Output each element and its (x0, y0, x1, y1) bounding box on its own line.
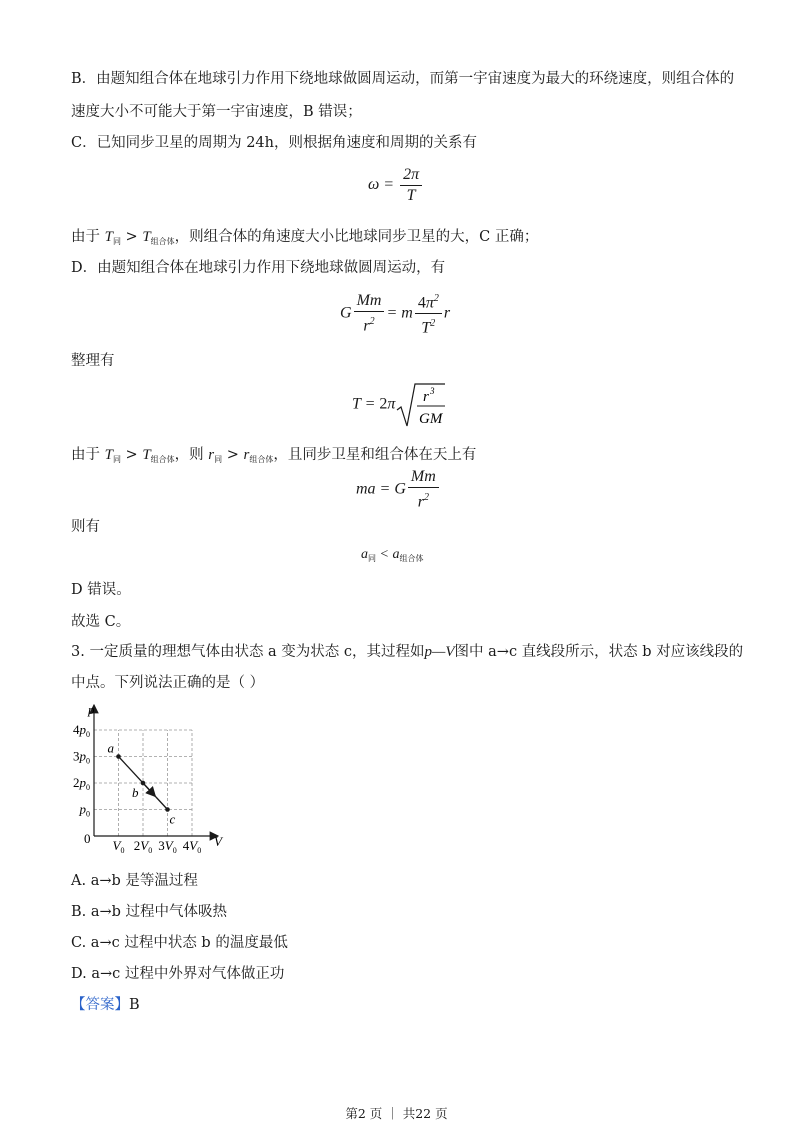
answer-value: B (129, 997, 140, 1013)
state-label-a: a (107, 740, 114, 756)
state-label-c: c (169, 811, 176, 827)
text-b-line1: B．由题知组合体在地球引力作用下绕地球做圆周运动，而第一宇宙速度为最大的环绕速度，则组合体的 (71, 71, 735, 87)
sqrt-symbol (395, 380, 447, 430)
state-point-a (116, 754, 121, 759)
text-c-line: C．已知同步卫星的周期为 24h，则根据角速度和周期的关系有 (71, 135, 477, 151)
state-label-b: b (132, 785, 139, 800)
svg-text:GM: GM (419, 411, 443, 427)
origin-label: 0 (84, 831, 91, 846)
text-d-conclusion: 由于 $T_同 > T_{组合体}$，则 $r_同 > r_{组合体}$，且同步卫星和组合体在天上有 (71, 447, 477, 464)
option-b: B. a→b 过程中气体吸热 (71, 904, 228, 920)
question-3-line1: 3. 一定质量的理想气体由状态 a 变为状态 c，其过程如p—V图中 a→c 直线段所示，状态 b 对应该线段的 (71, 644, 744, 660)
y-tick-label: $4p_0$ (73, 722, 90, 739)
text-d-line: D．由题知组合体在地球引力作用下绕地球做圆周运动，有 (71, 260, 446, 276)
page-footer: 第2 页 ｜ 共22 页 (345, 1106, 448, 1121)
option-a: A. a→b 是等温过程 (71, 873, 198, 889)
option-d: D. a→c 过程中外界对气体做正功 (71, 966, 285, 982)
x-tick-label: $3V_0$ (158, 838, 177, 855)
equation-ma: ma = G $\frac{Mm}{r^2}$ (356, 467, 441, 512)
state-point-b (141, 781, 146, 786)
text-c-conclusion: 由于 $T_同 > T_{组合体}$，则组合体的角速度大小比地球同步卫星的大，C 正确； (71, 229, 539, 246)
option-c: C. a→c 过程中状态 b 的温度最低 (71, 935, 288, 951)
y-axis-label: p (88, 702, 95, 717)
process-line (143, 783, 168, 810)
y-tick-label: $3p_0$ (73, 748, 90, 766)
equation-acceleration: $a_同 < a_{组合体}$ (361, 547, 424, 563)
x-tick-label: $2V_0$ (133, 838, 153, 855)
equation-period: T = 2π r 3 GM (352, 380, 447, 430)
x-axis-label: V (214, 834, 222, 849)
x-tick-label: $4V_0$ (182, 838, 202, 855)
x-tick-label: $V_0$ (112, 838, 125, 855)
pv-graph (68, 700, 238, 860)
y-tick-label: $p_0$ (79, 801, 90, 819)
svg-text:r: r (423, 389, 430, 405)
text-ze-you: 则有 (71, 519, 100, 535)
question-3-line2: 中点。下列说法正确的是（ ） (71, 675, 265, 691)
text-zhengli: 整理有 (71, 353, 115, 369)
text-b-line2: 速度大小不可能大于第一宇宙速度，B 错误； (71, 104, 362, 120)
answer-label: 【答案】 (71, 997, 129, 1013)
equation-gravity: G $\frac{Mm}{r^2}$ = m $\frac{4\pi^2}{T^2}$ r (340, 289, 450, 339)
y-tick-label: $2p_0$ (73, 775, 90, 792)
text-gu-xuan: 故选 C。 (71, 614, 131, 630)
text-d-wrong: D 错误。 (71, 582, 131, 598)
svg-text:3: 3 (430, 386, 435, 396)
answer (71, 993, 140, 1014)
equation-omega: ω = $\frac{2\pi}{T}$ (368, 165, 424, 206)
